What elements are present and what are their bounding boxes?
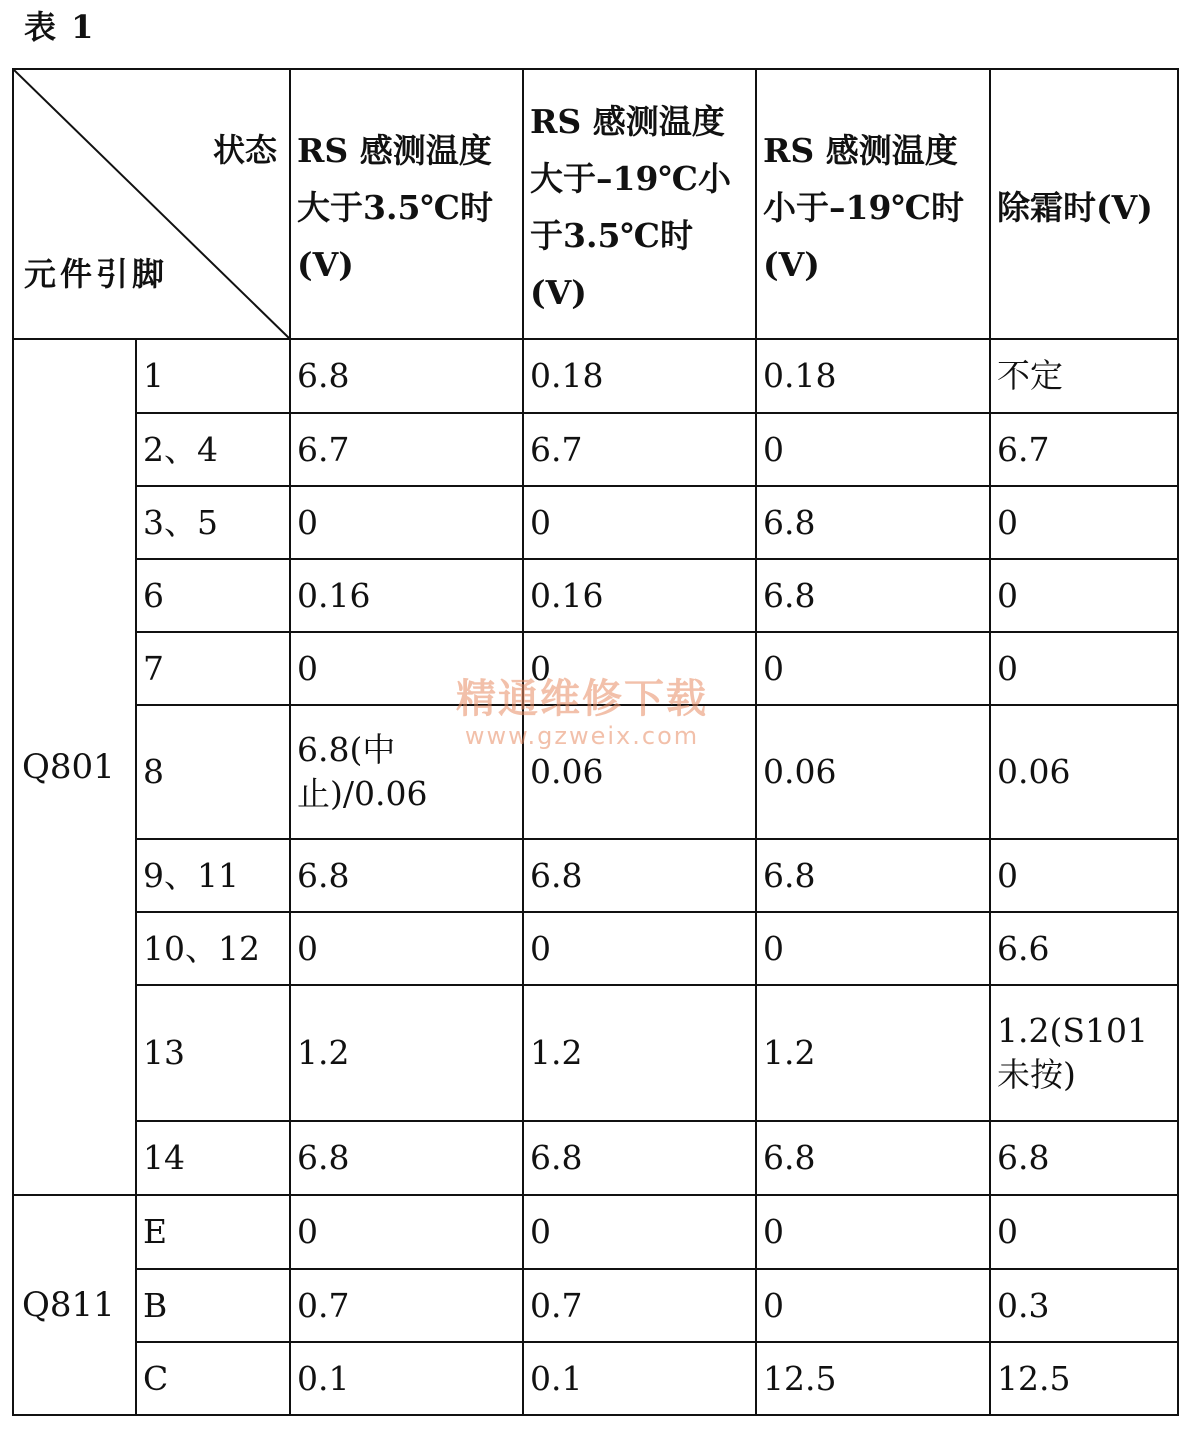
value-cell: 0 — [523, 632, 756, 705]
value-cell: 0 — [756, 632, 990, 705]
pin-cell: B — [136, 1269, 290, 1342]
pin-cell: 8 — [136, 705, 290, 839]
column-header-defrost: 除霜时(V) — [990, 69, 1178, 339]
value-cell: 0.06 — [523, 705, 756, 839]
value-cell: 0 — [990, 486, 1178, 559]
table-row — [13, 632, 1178, 705]
value-cell: 0 — [290, 632, 523, 705]
value-cell: 0.16 — [290, 559, 523, 632]
value-cell: 0.16 — [523, 559, 756, 632]
value-cell: 1.2(S101未按) — [990, 985, 1178, 1121]
pin-cell: 10、12 — [136, 912, 290, 985]
group-label-q801: Q801 — [13, 339, 136, 1195]
value-cell: 6.8 — [756, 1121, 990, 1195]
pin-cell: 9、11 — [136, 839, 290, 912]
corner-status-label: 状态 — [212, 131, 277, 169]
value-cell: 0.7 — [290, 1269, 523, 1342]
table-row — [13, 486, 1178, 559]
table-row — [13, 559, 1178, 632]
corner-header-cell — [13, 69, 290, 339]
pin-cell: 2、4 — [136, 413, 290, 486]
value-cell: 0 — [523, 1195, 756, 1269]
value-cell: 0 — [990, 632, 1178, 705]
value-cell: 6.8 — [290, 1121, 523, 1195]
value-cell: 6.7 — [990, 413, 1178, 486]
value-cell: 0 — [990, 839, 1178, 912]
column-header-below-minus-19: RS 感测温度小于–19℃时(V) — [756, 69, 990, 339]
value-cell: 0 — [290, 1195, 523, 1269]
watermark-text: 精通维修下载 — [456, 676, 708, 722]
value-cell: 0 — [523, 486, 756, 559]
value-cell: 6.8 — [990, 1121, 1178, 1195]
table-row — [13, 1269, 1178, 1342]
table-row — [13, 705, 1178, 839]
column-header-between: RS 感测温度大于–19℃小于3.5℃时(V) — [523, 69, 756, 339]
value-cell: 不定 — [990, 339, 1178, 413]
pin-cell: 3、5 — [136, 486, 290, 559]
value-cell: 0.1 — [290, 1342, 523, 1415]
value-cell: 0.18 — [756, 339, 990, 413]
value-cell: 0.7 — [523, 1269, 756, 1342]
column-header-above-3-5: RS 感测温度大于3.5℃时(V) — [290, 69, 523, 339]
watermark-url: www.gzweix.com — [464, 722, 700, 750]
value-cell: 0 — [756, 1269, 990, 1342]
value-cell: 6.7 — [290, 413, 523, 486]
table-row — [13, 413, 1178, 486]
value-cell: 0 — [756, 1195, 990, 1269]
data-table-wrapper — [12, 68, 1179, 1416]
value-cell: 0 — [756, 413, 990, 486]
value-cell: 0 — [290, 486, 523, 559]
table-row — [13, 1342, 1178, 1415]
pin-cell: 14 — [136, 1121, 290, 1195]
value-cell: 0 — [990, 559, 1178, 632]
value-cell: 6.8 — [290, 839, 523, 912]
table-row — [13, 985, 1178, 1121]
value-cell: 6.8(中止)/0.06 — [290, 705, 523, 839]
voltage-table — [12, 68, 1179, 1416]
value-cell: 6.8 — [290, 339, 523, 413]
value-cell: 0 — [290, 912, 523, 985]
value-cell: 0.3 — [990, 1269, 1178, 1342]
value-cell: 6.8 — [523, 1121, 756, 1195]
value-cell: 1.2 — [290, 985, 523, 1121]
value-cell: 6.8 — [756, 559, 990, 632]
value-cell: 6.8 — [523, 839, 756, 912]
table-row — [13, 1195, 1178, 1269]
value-cell: 0.06 — [756, 705, 990, 839]
pin-cell: 7 — [136, 632, 290, 705]
value-cell: 1.2 — [523, 985, 756, 1121]
pin-cell: 13 — [136, 985, 290, 1121]
pin-cell: 1 — [136, 339, 290, 413]
pin-cell: E — [136, 1195, 290, 1269]
table-row — [13, 839, 1178, 912]
value-cell: 0 — [523, 912, 756, 985]
table-row — [13, 912, 1178, 985]
value-cell: 12.5 — [990, 1342, 1178, 1415]
pin-cell: C — [136, 1342, 290, 1415]
value-cell: 12.5 — [756, 1342, 990, 1415]
value-cell: 0 — [990, 1195, 1178, 1269]
table-row — [13, 1121, 1178, 1195]
value-cell: 6.8 — [756, 839, 990, 912]
value-cell: 6.7 — [523, 413, 756, 486]
header-row — [13, 69, 1178, 339]
value-cell: 6.8 — [756, 486, 990, 559]
pin-cell: 6 — [136, 559, 290, 632]
table-caption: 表 1 — [24, 8, 96, 46]
value-cell: 6.6 — [990, 912, 1178, 985]
value-cell: 0.18 — [523, 339, 756, 413]
corner-pin-label: 元件引脚 — [24, 255, 169, 293]
value-cell: 0.06 — [990, 705, 1178, 839]
group-label-q811: Q811 — [13, 1195, 136, 1415]
table-row — [13, 339, 1178, 413]
value-cell: 1.2 — [756, 985, 990, 1121]
value-cell: 0.1 — [523, 1342, 756, 1415]
value-cell: 0 — [756, 912, 990, 985]
